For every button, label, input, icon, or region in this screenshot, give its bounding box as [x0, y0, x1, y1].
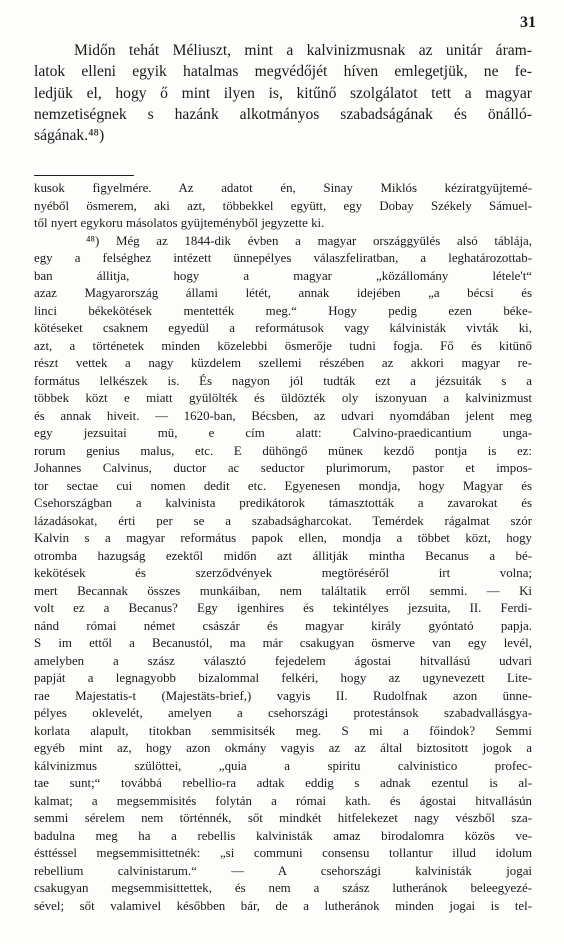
footnote-divider — [34, 175, 134, 176]
footnote-line: Johannes Calvinus, ductor ac seductor plurimorum, pastor et impos- — [34, 461, 532, 475]
footnote-line: részt vettek a nagy küzdelem szellemi részében az akkori magyar re- — [34, 356, 532, 370]
footnote-line: mert Becannak összes munkáiban, nem találtatik erről semmi. — Ki — [34, 583, 532, 598]
footnote-line: csakugyan megsemmisittettek, és nem a szász lutheránok beleegyezé- — [34, 881, 532, 895]
footnote-line: ban állitja, hogy a magyar „közállomány létele't“ — [34, 268, 532, 283]
footnote-line: sével; sőt valamivel későbben bár, de a lutheránok minden jogai is tel- — [34, 898, 532, 913]
footnote-line: formátus lelkészek is. És nagyon jól tudták ezt a jézsuiták s a — [34, 373, 532, 388]
text-line: Midőn tehát Méliuszt, mint a kalvinizmusnak az unitár áram- — [74, 42, 532, 59]
footnote-line: kekötések és szerződvények megtöréséről irt volna; — [34, 566, 532, 580]
footnote-line: egy jezsuitai mü, e cím alatt: Calvino-praedicantium unga- — [34, 426, 532, 440]
footnote-line: től nyert egykoru másolatos gyüjteményből jegyzette ki. — [34, 216, 325, 230]
footnote-line: azt, a történetek minden közelebbi ösmerője tudni fogja. Fő és kitünő — [34, 338, 532, 353]
footnote-line: egyéb mint az, hogy azon okmány vagyis az az által biztositott jogok a — [34, 741, 532, 755]
footnote-line: amelyben a szász választó fejedelem ágostai hitvallású udvari — [34, 653, 532, 668]
footnote-line: linci békekötések mentették meg.“ Hogy pedig ezen béke- — [34, 303, 532, 318]
footnote-line: ⁴⁸) Még az 1844-dik évben a magyar országgyülés alsó táblája, — [86, 233, 532, 248]
footnote-line: nánd római német császár és magyar király gyóntató papja. — [34, 618, 532, 633]
footnote-line: kálvinizmus szülöttei, „quia a spiritu calvinistico profec- — [34, 758, 532, 773]
text-line: ledjük el, hogy ő mint ilyen is, kitűnő szolgálatot tett a magyar — [34, 84, 532, 102]
text-line: nemzetiségnek s hazánk alkotmányos szabadságának és önálló- — [34, 105, 532, 123]
footnote-line: kötéseket csaknem egyedül a reformátusok vagy kálvinisták vivták ki, — [34, 321, 532, 335]
footnote-line: tae sunt;“ továbbá rebellio-ra adtak eddig s adnak ezentul is al- — [34, 776, 532, 790]
footnotes — [34, 180, 532, 915]
footnote-line: lázadásokat, érti per se a szabadságharcokat. Temérdek rágalmat szór — [34, 513, 532, 528]
text-line: latok elleni egyik hatalmas megvédőjét híven emlegetjük, ne fe- — [34, 63, 532, 81]
footnote-line: egy a felséghez intézett ünnepélyes válaszfeliratban, a leghatározottab- — [34, 251, 532, 265]
footnote-line: ésttéssel megsemmisittetnék: „si communi consensu tollantur illud idolum — [34, 846, 532, 860]
footnote-line: rae Majestatis-t (Majestäts-brief,) vagyis II. Rudolfnak azon ünne- — [34, 688, 532, 703]
footnote-line: tor sectae cui nomen dedit etc. Egyenesen mondja, hogy Magyar és — [34, 478, 532, 493]
footnote-line: papját a legnagyobb bizalommal felkéri, hogy az ugynevezett Lite- — [34, 671, 532, 685]
footnote-line: kusok figyelmére. Az adatot én, Sinay Miklós kéziratgyüjtemé- — [34, 181, 532, 195]
page-number: 31 — [520, 14, 536, 31]
footnote-line: otromba hazugság ezektől midőn azt állitják mintha Becanus a bé- — [34, 548, 532, 563]
footnote-line: S im ettől a Becanustól, ma már csakugyan ösmerve van egy levél, — [34, 636, 532, 650]
footnote-line: és annak hiveit. — 1620-ban, Bécsben, az udvari nyomdában jelent meg — [34, 408, 532, 423]
main-paragraph — [34, 40, 532, 146]
footnote-line: Kalvin s a magyar református papok ellen, mondja a többet közt, hogy — [34, 531, 532, 545]
footnote-line: azaz Magyarország állami létét, annak idejében „a bécsi és — [34, 286, 532, 300]
footnote-line: volt ez a Becanus? Egy igenhires és tekintélyes jezsuita, II. Ferdi- — [34, 601, 532, 615]
text-line: ságának.⁴⁸) — [34, 127, 105, 145]
footnote-line: nyéből ösmerem, aki azt, többekkel együtt, egy Dobay Székely Sámuel- — [34, 198, 532, 213]
footnote-line: pélyes oklevelét, amelyen a csehországi protestánsok szabadvallásgya- — [34, 706, 532, 720]
footnote-line: többek közt e miatt gyülölték és üldözték oly iszonyuan a kalvinizmust — [34, 391, 532, 405]
footnote-line: korlata alapult, titokban semmisitsék meg. S mi a főindok? Semmi — [34, 723, 532, 738]
footnote-line: kalmat; a megsemmisités folytán a római kath. és ágostai hitvallásún — [34, 793, 532, 808]
footnote-line: Csehországban a kalvinista predikátorok támasztották a zavarokat és — [34, 496, 532, 510]
footnote-line: rorum genius malus, etc. E dühöngő müneк kezdő pontja is ez: — [34, 443, 532, 458]
footnote-line: semmi sérelem nem történnék, sőt mindkét hitfelekezet nagy vészből sza- — [34, 811, 532, 825]
footnote-line: rebellium calvinistarum.“ — A csehországi kalvinisták jogai — [34, 863, 532, 878]
footnote-line: badulna meg ha a rebellis kalvinisták amaz birodalomra közös ve- — [34, 828, 532, 843]
